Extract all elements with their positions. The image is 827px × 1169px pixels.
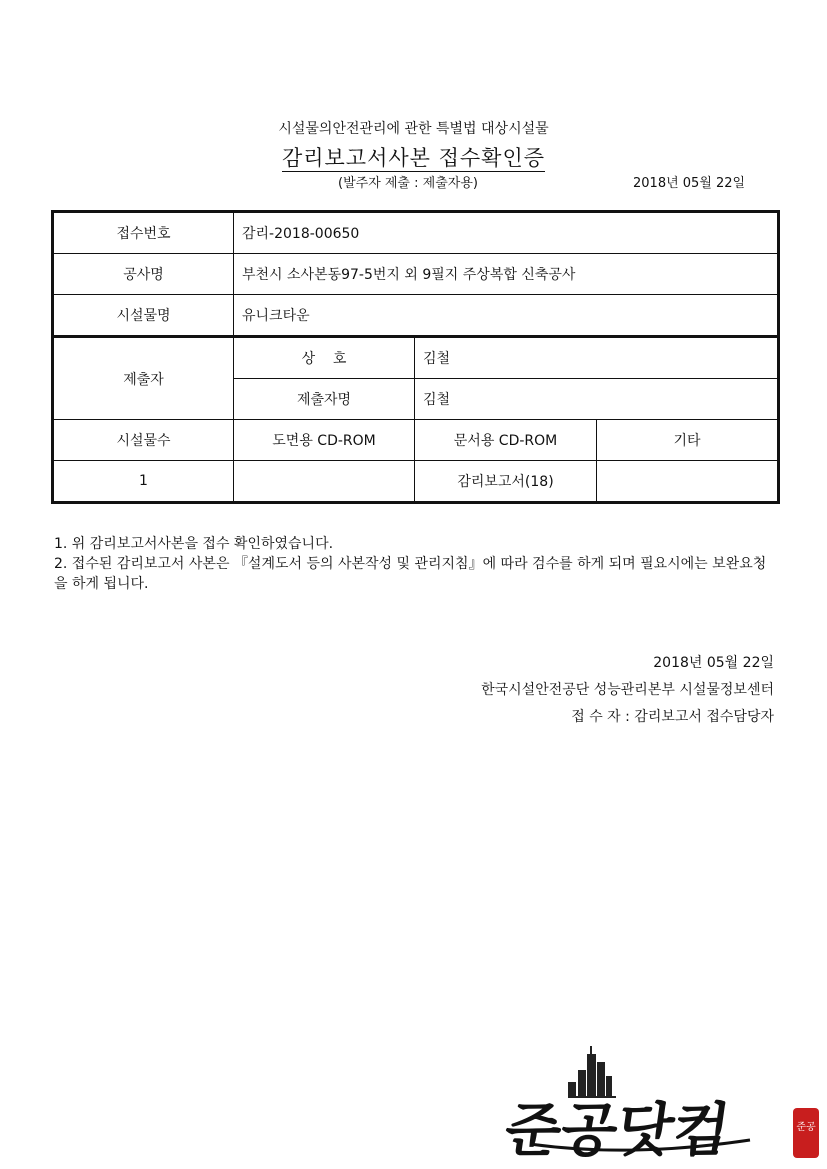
receipt-number-label: 접수번호	[53, 212, 234, 254]
submitter-label: 제출자	[53, 337, 234, 420]
header-date: 2018년 05월 22일	[633, 176, 746, 191]
other-value	[597, 461, 779, 503]
facility-name-value: 유니크타운	[234, 295, 779, 337]
receipt-number-value: 감리-2018-00650	[234, 212, 779, 254]
note-line-2: 2. 접수된 감리보고서 사본은 『설계도서 등의 사본작성 및 관리지침』에 따라 검수를 하게 되며 필요시에는 보완요청을 하게 됩니다.	[54, 556, 767, 592]
document-title-text: 감리보고서사본 접수확인증	[281, 146, 546, 170]
count-header-row	[53, 420, 779, 461]
company-row	[53, 337, 779, 379]
facility-count-label: 시설물수	[53, 420, 234, 461]
note-line-1: 1. 위 감리보고서사본을 접수 확인하였습니다.	[54, 536, 334, 552]
submitter-name-value: 김철	[415, 379, 779, 420]
logo-wordmark: 준공닷컴	[500, 1095, 735, 1164]
document-cdrom-label: 문서용 CD-ROM	[415, 420, 597, 461]
receipt-row	[53, 212, 779, 254]
seal-stamp	[793, 1108, 819, 1158]
signature-receiver: 접 수 자 : 감리보고서 접수담당자	[571, 709, 774, 725]
count-value-row	[53, 461, 779, 503]
drawing-cdrom-label: 도면용 CD-ROM	[234, 420, 415, 461]
notes-section	[54, 534, 776, 594]
document-subtitle: 시설물의안전관리에 관한 특별법 대상시설물	[278, 121, 549, 137]
receipt-table	[51, 210, 780, 504]
signature-organization: 한국시설안전공단 성능관리본부 시설물정보센터	[481, 682, 774, 698]
company-value: 김철	[415, 337, 779, 379]
project-row	[53, 254, 779, 295]
company-label: 상 호	[234, 337, 415, 379]
drawing-cdrom-value	[234, 461, 415, 503]
submitter-name-label: 제출자명	[234, 379, 415, 420]
building-icon	[568, 1046, 612, 1096]
seal-text: 준공	[796, 1122, 816, 1133]
junggong-logo	[500, 1040, 816, 1165]
document-title	[0, 142, 827, 172]
other-label: 기타	[597, 420, 779, 461]
project-name-value: 부천시 소사본동97-5번지 외 9필지 주상복합 신축공사	[234, 254, 779, 295]
submission-note: (발주자 제출 : 제출자용)	[338, 176, 478, 191]
document-cdrom-value: 감리보고서(18)	[415, 461, 597, 503]
project-name-label: 공사명	[53, 254, 234, 295]
signature-date: 2018년 05월 22일	[653, 655, 774, 671]
facility-count-value: 1	[53, 461, 234, 503]
facility-name-label: 시설물명	[53, 295, 234, 337]
facility-row	[53, 295, 779, 337]
